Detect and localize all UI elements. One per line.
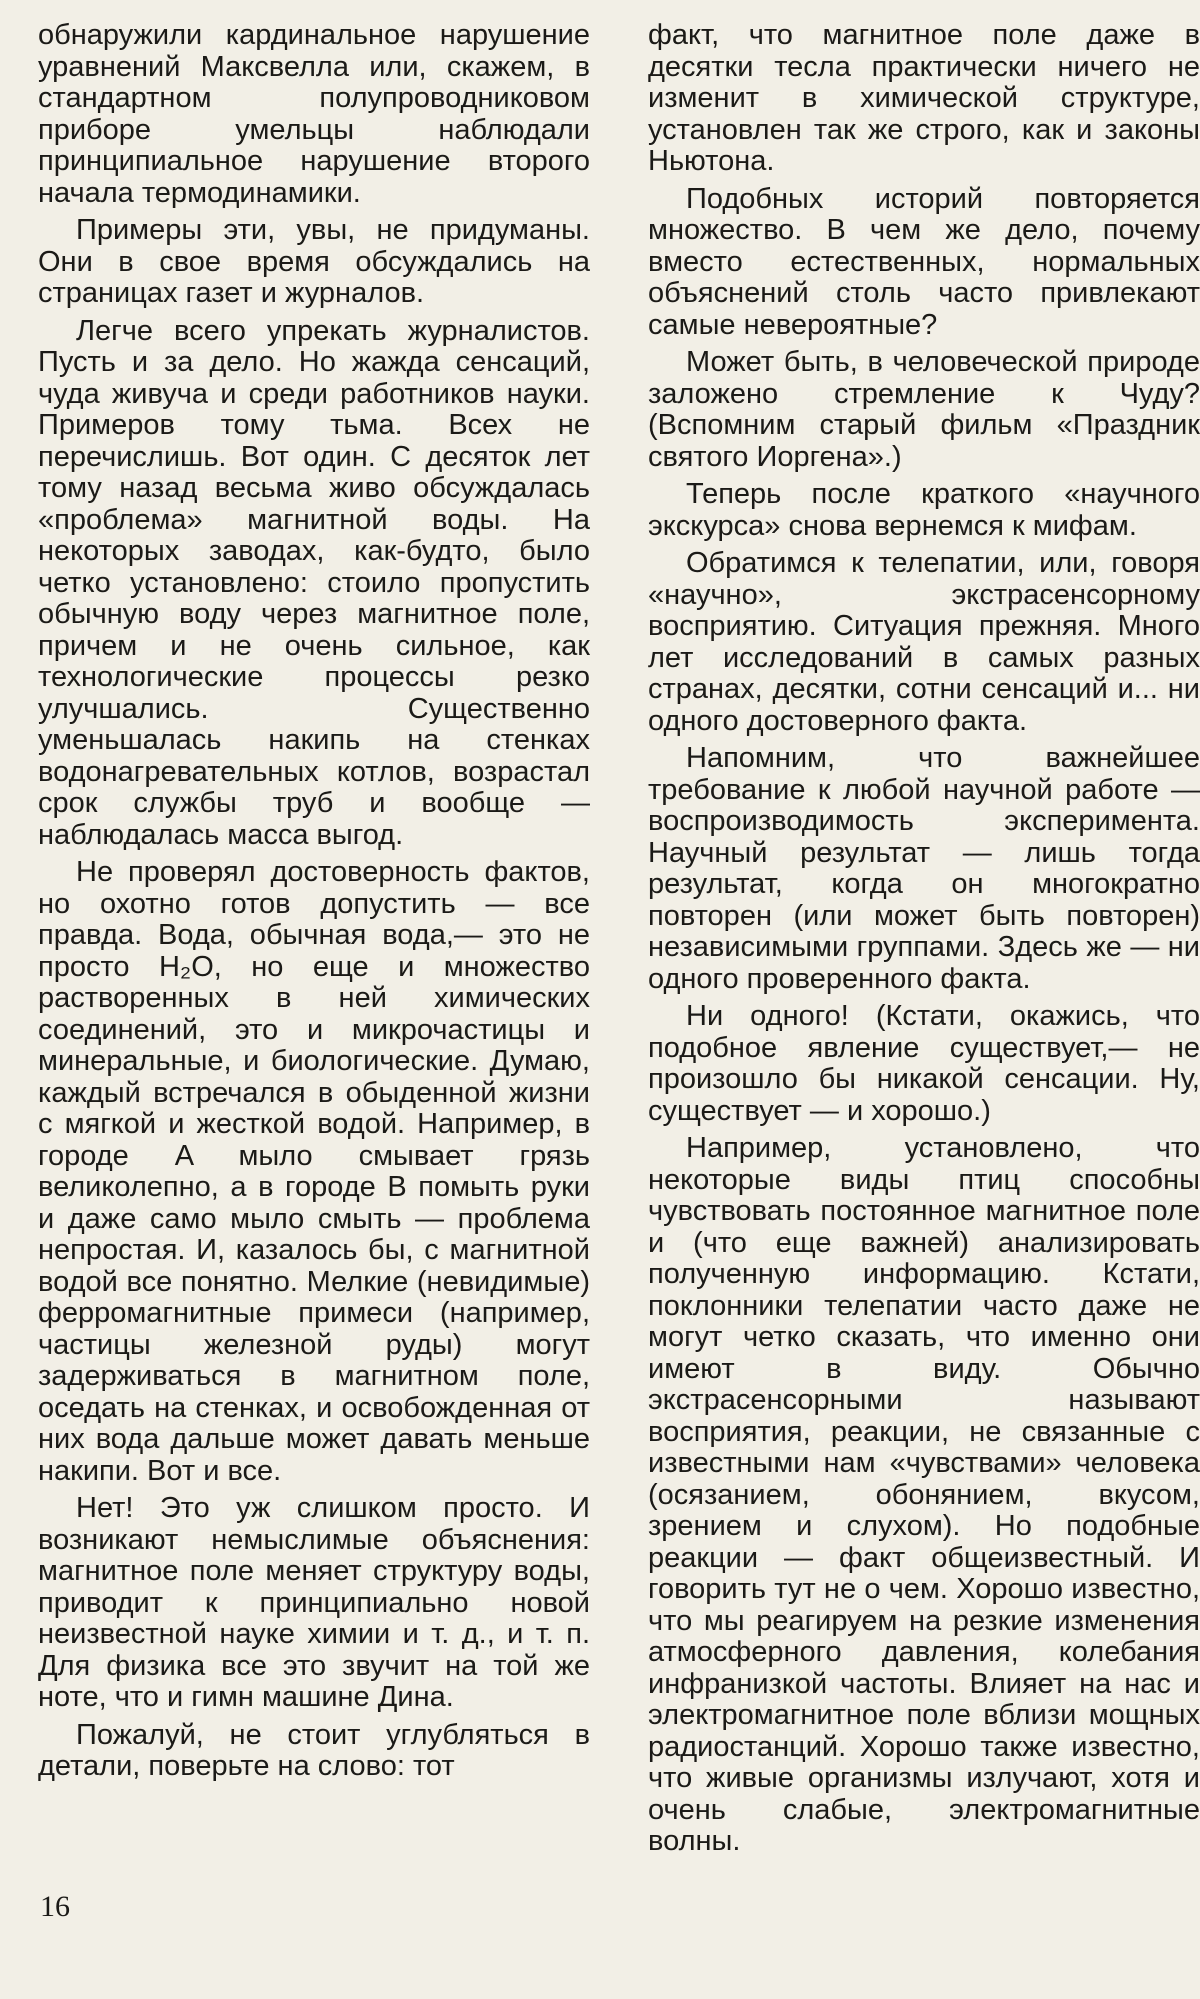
- paragraph: факт, что магнитное поле даже в десятки тесла практически ничего не изменит в химической структуре, установлен так же строго, как и законы Ньютона.: [648, 19, 1200, 177]
- page-number: 16: [40, 1890, 70, 1923]
- left-column: [38, 20, 590, 1789]
- paragraph: Не проверял достоверность фактов, но охотно готов допустить — все правда. Вода, обычная вода,— это не просто H₂O, но еще и множество растворенных в ней химических соединений, это и микрочастицы и минеральные, и биологические. Думаю, каждый встречался в обыденной жизни с мягкой и жесткой водой. Например, в городе A мыло смывает грязь великолепно, а в городе B помыть руки и даже само мыло смыть — проблема непростая. И, казалось бы, с магнитной водой все понятно. Мелкие (невидимые) ферромагнитные примеси (например, частицы железной руды) могут задерживаться в магнитном поле, оседать на стенках, и освобожденная от них вода дальше может давать меньше накипи. Вот и все.: [38, 856, 590, 1487]
- paragraph: Напомним, что важнейшее требование к любой научной работе — воспроизводимость эксперимента. Научный результат — лишь тогда результат, когда он многократно повторен (или может быть повторен) независимыми группами. Здесь же — ни одного проверенного факта.: [648, 742, 1200, 995]
- paragraph: Например, установлено, что некоторые виды птиц способны чувствовать постоянное магнитное поле и (что еще важней) анализировать полученную информацию. Кстати, поклонники телепатии часто даже не могут четко сказать, что именно они имеют в виду. Обычно экстрасенсорными называют восприятия, реакции, не связанные с известными нам «чувствами» человека (осязанием, обонянием, вкусом, зрением и слухом). Но подобные реакции — факт общеизвестный. И говорить тут не о чем. Хорошо известно, что мы реагируем на резкие изменения атмосферного давления, колебания инфранизкой частоты. Влияет на нас и электромагнитное поле вблизи мощных радиостанций. Хорошо также известно, что живые организмы излучают, хотя и очень слабые, электромагнитные волны.: [648, 1132, 1200, 1857]
- paragraph: Пожалуй, не стоит углубляться в детали, поверьте на слово: тот: [38, 1718, 590, 1782]
- paragraph: Подобных историй повторяется множество. В чем же дело, почему вместо естественных, нормальных объяснений столь часто привлекают самые невероятные?: [648, 182, 1200, 341]
- paragraph: Нет! Это уж слишком просто. И возникают немыслимые объяснения: магнитное поле меняет структуру воды, приводит к принципиально новой неизвестной науке химии и т. д., и т. п. Для физика все это звучит на той же ноте, что и гимн машине Дина.: [38, 1492, 590, 1713]
- paragraph: обнаружили кардинальное нарушение уравнений Максвелла или, скажем, в стандартном полупроводниковом приборе умельцы наблюдали принципиальное нарушение второго начала термодинамики.: [38, 19, 590, 209]
- paragraph: Легче всего упрекать журналистов. Пусть и за дело. Но жажда сенсаций, чуда живуча и среди работников науки. Примеров тому тьма. Всех не перечислишь. Вот один. С десяток лет тому назад весьма живо обсуждалась «проблема» магнитной воды. На некоторых заводах, как-будто, было четко установлено: стоило пропустить обычную воду через магнитное поле, причем и не очень сильное, как технологические процессы резко улучшались. Существенно уменьшалась накипь на стенках водонагревательных котлов, возрастал срок службы труб и вообще — наблюдалась масса выгод.: [38, 314, 590, 851]
- right-column: [648, 20, 1200, 1864]
- paragraph: Может быть, в человеческой природе заложено стремление к Чуду? (Вспомним старый фильм «Праздник святого Иоргена».): [648, 346, 1200, 473]
- paragraph: Ни одного! (Кстати, окажись, что подобное явление существует,— не произошло бы никакой сенсации. Ну, существует — и хорошо.): [648, 1000, 1200, 1127]
- paragraph: Обратимся к телепатии, или, говоря «научно», экстрасенсорному восприятию. Ситуация прежняя. Много лет исследований в самых разных странах, десятки, сотни сенсаций и... ни одного достоверного факта.: [648, 547, 1200, 737]
- paragraph: Примеры эти, увы, не придуманы. Они в свое время обсуждались на страницах газет и журналов.: [38, 214, 590, 309]
- paragraph: Теперь после краткого «научного экскурса» снова вернемся к мифам.: [648, 478, 1200, 542]
